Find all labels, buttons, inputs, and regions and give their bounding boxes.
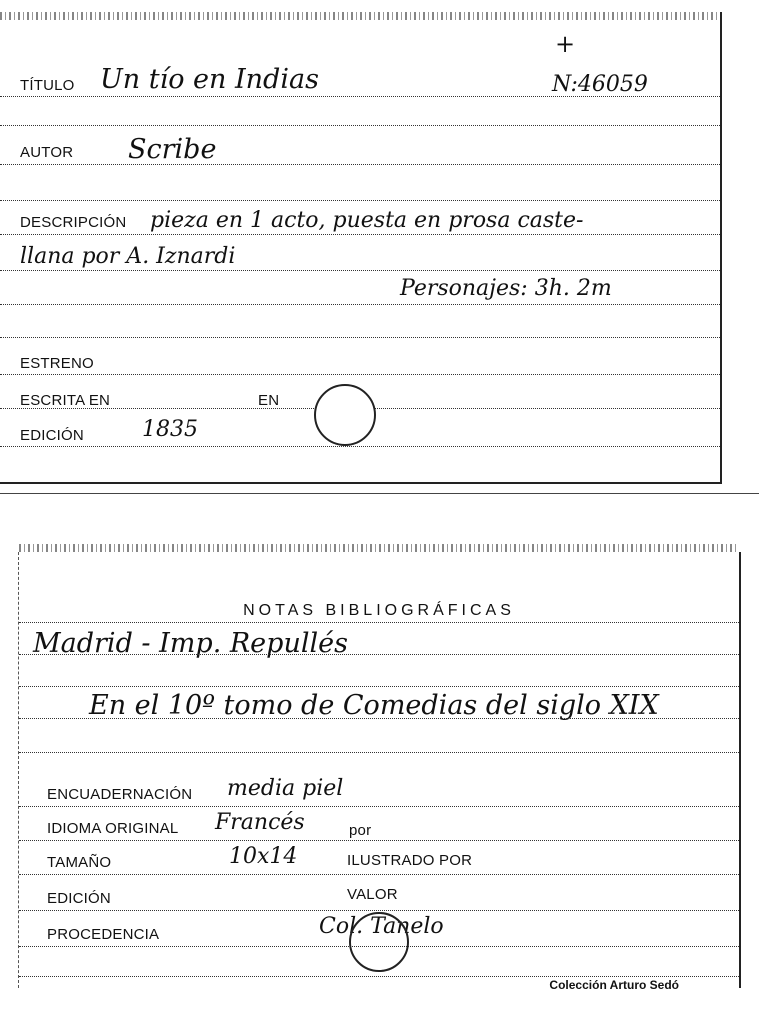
tamano-value: 10x14	[229, 844, 298, 869]
rule	[0, 125, 720, 126]
rule	[0, 270, 720, 271]
descripcion-line2: llana por A. Iznardi	[20, 244, 236, 269]
titulo-label: TÍTULO	[20, 77, 75, 94]
rule	[0, 200, 720, 201]
tamano-label: TAMAÑO	[47, 854, 112, 871]
numero-mark: +	[555, 30, 576, 58]
edicion-value: 1835	[142, 417, 198, 442]
catalog-card-back	[18, 552, 741, 988]
nota-line2: En el 10º tomo de Comedias del siglo XIX	[89, 690, 659, 721]
autor-label: AUTOR	[20, 144, 74, 161]
rule	[0, 164, 720, 165]
rule	[19, 718, 739, 719]
rule	[19, 806, 739, 807]
stamp-hole-icon	[349, 912, 409, 972]
idioma-value: Francés	[215, 810, 305, 835]
ilustrado-label: ILUSTRADO POR	[347, 852, 473, 869]
torn-edge	[0, 12, 720, 20]
rule	[19, 654, 739, 655]
rule	[19, 622, 739, 623]
collection-footer: Colección Arturo Sedó	[549, 978, 679, 992]
notas-heading: NOTAS BIBLIOGRÁFICAS	[243, 602, 515, 619]
rule	[0, 337, 720, 338]
autor-value: Scribe	[128, 134, 217, 165]
descripcion-label: DESCRIPCIÓN	[20, 214, 127, 231]
descripcion-line1: pieza en 1 acto, puesta en prosa caste-	[150, 208, 584, 233]
catalog-card-front	[0, 12, 722, 484]
escrita-en-label: ESCRITA EN	[20, 392, 111, 409]
rule	[19, 976, 739, 977]
procedencia-value: Col. Tanelo	[319, 914, 444, 939]
torn-edge	[19, 544, 739, 552]
nota-line1: Madrid - Imp. Repullés	[33, 628, 348, 659]
edicion-label: EDICIÓN	[20, 427, 84, 444]
page-separator	[0, 493, 759, 494]
valor-label: VALOR	[347, 886, 398, 903]
stamp-hole-icon	[314, 384, 376, 446]
rule	[19, 752, 739, 753]
rule	[0, 446, 720, 447]
edicion2-label: EDICIÓN	[47, 890, 111, 907]
encuadernacion-value: media piel	[227, 776, 344, 801]
rule	[19, 840, 739, 841]
titulo-value: Un tío en Indias	[100, 64, 319, 95]
estreno-label: ESTRENO	[20, 355, 94, 372]
rule	[19, 910, 739, 911]
procedencia-label: PROCEDENCIA	[47, 926, 160, 943]
rule	[0, 304, 720, 305]
en-label: EN	[258, 392, 280, 409]
rule	[19, 874, 739, 875]
rule	[19, 686, 739, 687]
numero-value: N:46059	[552, 72, 648, 97]
idioma-label: IDIOMA ORIGINAL	[47, 820, 179, 837]
rule	[0, 374, 720, 375]
rule	[0, 96, 720, 97]
rule	[0, 234, 720, 235]
encuadernacion-label: ENCUADERNACIÓN	[47, 786, 193, 803]
por-label: por	[349, 822, 372, 839]
descripcion-line3: Personajes: 3h. 2m	[400, 276, 612, 301]
